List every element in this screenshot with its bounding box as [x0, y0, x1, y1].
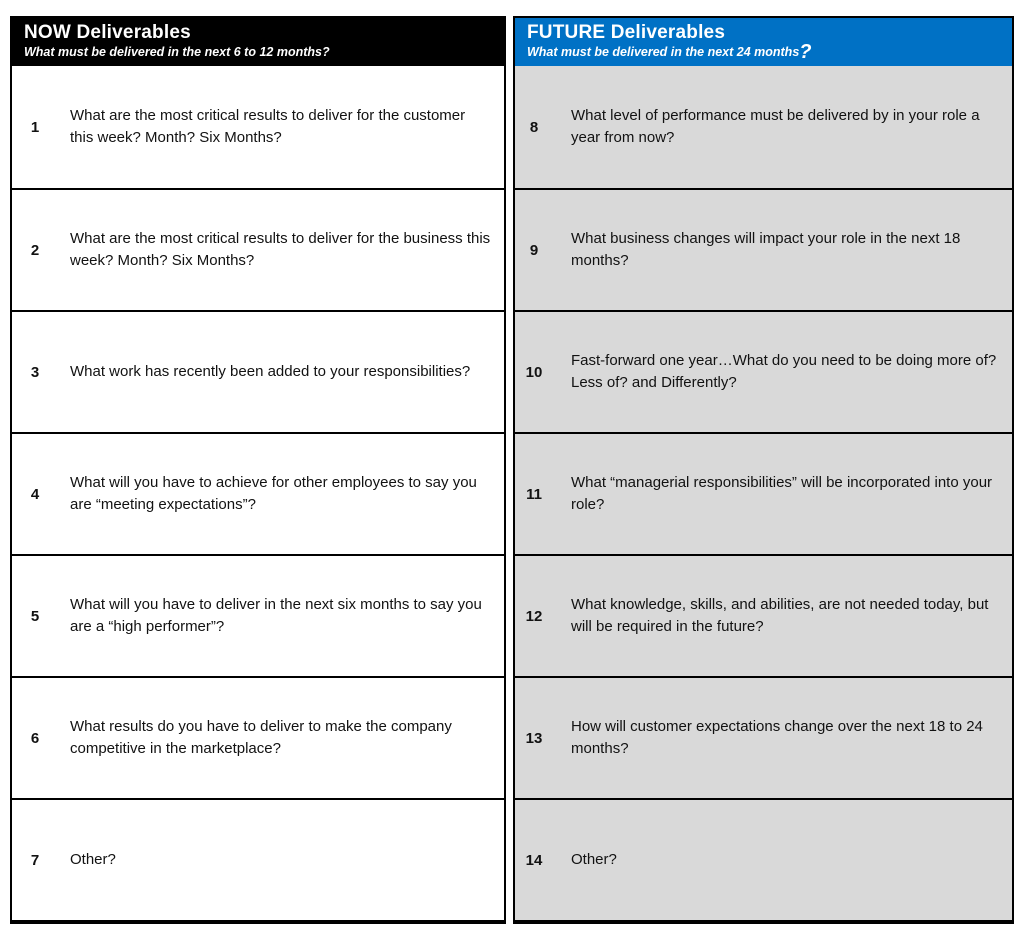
now-header	[12, 18, 504, 66]
question-row-12	[515, 554, 1012, 676]
question-text: What work has recently been added to your responsibilities?	[70, 363, 471, 381]
question-text: What will you have to deliver in the next six months to say you are a “high performer”?	[70, 596, 482, 635]
question-number: 3	[30, 363, 40, 381]
question-text: What knowledge, skills, and abilities, are not needed today, but will be required in the future?	[571, 596, 989, 635]
question-text: What level of performance must be delivered by in your role a year from now?	[571, 107, 980, 146]
question-row-5	[12, 554, 504, 676]
question-text: What will you have to achieve for other employees to say you are “meeting expectations”?	[70, 474, 477, 513]
question-number: 8	[529, 118, 539, 136]
future-subtitle	[527, 41, 1000, 64]
future-header	[515, 18, 1012, 66]
question-text: What business changes will impact your role in the next 18 months?	[571, 230, 961, 269]
question-row-3	[12, 310, 504, 432]
question-row-14	[515, 798, 1012, 920]
question-number: 2	[30, 241, 40, 259]
question-text: Other?	[70, 851, 116, 869]
question-row-13	[515, 676, 1012, 798]
future-deliverables-column	[513, 16, 1014, 924]
question-number: 13	[525, 729, 543, 747]
question-number: 4	[30, 485, 40, 503]
question-number: 11	[526, 485, 542, 503]
now-deliverables-column	[10, 16, 506, 924]
question-row-11	[515, 432, 1012, 554]
question-text: Fast-forward one year…What do you need to be doing more of? Less of? and Differently?	[571, 352, 997, 391]
question-row-1	[12, 66, 504, 188]
question-row-8	[515, 66, 1012, 188]
question-text: How will customer expectations change over the next 18 to 24 months?	[571, 718, 983, 757]
question-number: 5	[30, 607, 40, 625]
question-text: What results do you have to deliver to make the company competitive in the marketplace?	[70, 718, 452, 757]
deliverables-table	[10, 16, 1014, 924]
question-text: What “managerial responsibilities” will be incorporated into your role?	[571, 474, 993, 513]
question-row-7	[12, 798, 504, 920]
question-row-4	[12, 432, 504, 554]
question-number: 1	[30, 118, 40, 136]
question-number: 14	[525, 851, 543, 869]
future-subtitle-question-mark: ?	[799, 41, 812, 64]
question-number: 12	[525, 607, 543, 625]
question-number: 7	[30, 851, 40, 869]
question-text: Other?	[571, 851, 617, 869]
question-number: 6	[30, 729, 40, 747]
future-subtitle-text: What must be delivered in the next 24 months	[527, 45, 800, 60]
future-title: FUTURE Deliverables	[527, 22, 726, 44]
question-text: What are the most critical results to deliver for the customer this week? Month? Six Months?	[70, 107, 466, 146]
question-text: What are the most critical results to deliver for the business this week? Month? Six Months?	[70, 230, 491, 269]
question-number: 9	[529, 241, 539, 259]
question-number: 10	[525, 363, 543, 381]
question-row-2	[12, 188, 504, 310]
now-title: NOW Deliverables	[24, 22, 191, 44]
question-row-9	[515, 188, 1012, 310]
now-subtitle: What must be delivered in the next 6 to 12 months?	[24, 45, 330, 60]
question-row-10	[515, 310, 1012, 432]
question-row-6	[12, 676, 504, 798]
